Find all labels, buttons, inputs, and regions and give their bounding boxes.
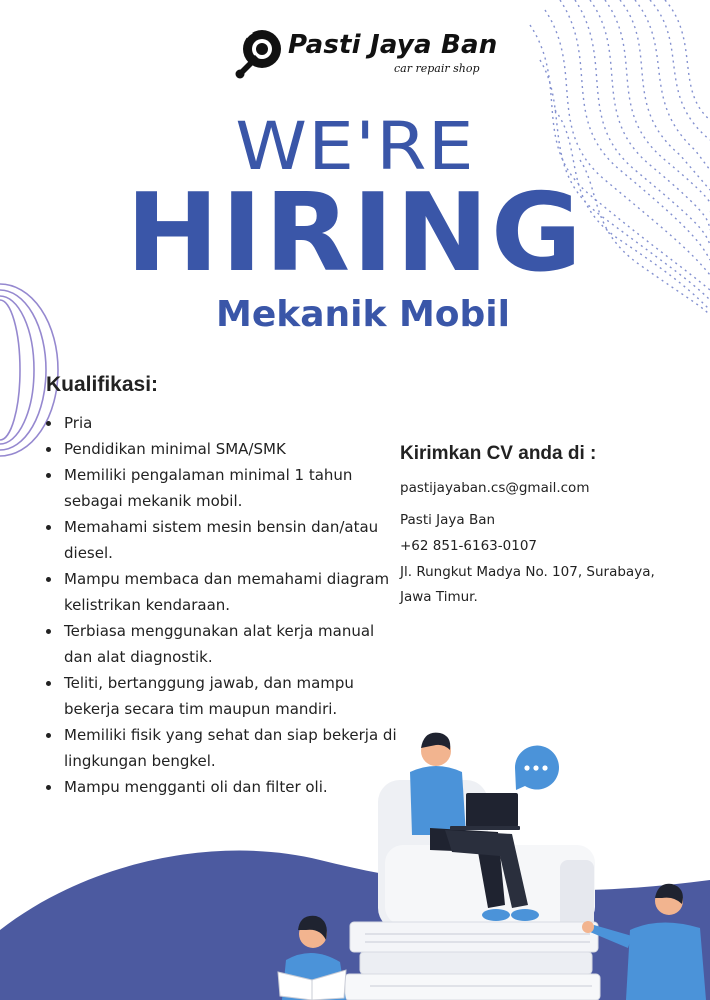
list-item: • Teliti, bertanggung jawab, dan mampu bekerja secara tim maupun mandiri. [62,670,407,722]
list-item: • Terbiasa menggunakan alat kerja manual dan alat diagnostik. [62,618,407,670]
chat-bubble-icon [515,746,559,790]
list-item: • Pendidikan minimal SMA/SMK [62,436,407,462]
contact-address-line1: Jl. Rungkut Madya No. 107, Surabaya, [400,564,655,580]
qualifications-heading: Kualifikasi: [46,373,159,396]
list-item: • Memahami sistem mesin bensin dan/atau diesel. [62,514,407,566]
list-item: • Memiliki pengalaman minimal 1 tahun sebagai mekanik mobil. [62,462,407,514]
headline-were: WE'RE [235,108,475,185]
list-item: • Memiliki fisik yang sehat dan siap bekerja di lingkungan bengkel. [62,722,407,774]
contact-address-line2: Jawa Timur. [400,589,478,605]
contact-heading: Kirimkan CV anda di : [400,443,597,464]
list-item: • Pria [62,410,407,436]
tire-wrench-logo-icon [232,27,284,79]
contact-email: pastijayaban.cs@gmail.com [400,480,590,496]
logo-subtitle: car repair shop [394,62,480,75]
qualifications-list [36,410,407,800]
logo-title: Pasti Jaya Ban [288,30,498,60]
list-item: • Mampu membaca dan memahami diagram kelistrikan kendaraan. [62,566,407,618]
headline-hiring: HIRING [125,171,585,296]
list-item: • Mampu mengganti oli dan filter oli. [62,774,407,800]
contact-phone: +62 851-6163-0107 [400,538,538,554]
contact-company: Pasti Jaya Ban [400,512,496,528]
books-illustration [345,922,600,1000]
job-role-title: Mekanik Mobil [216,294,510,335]
